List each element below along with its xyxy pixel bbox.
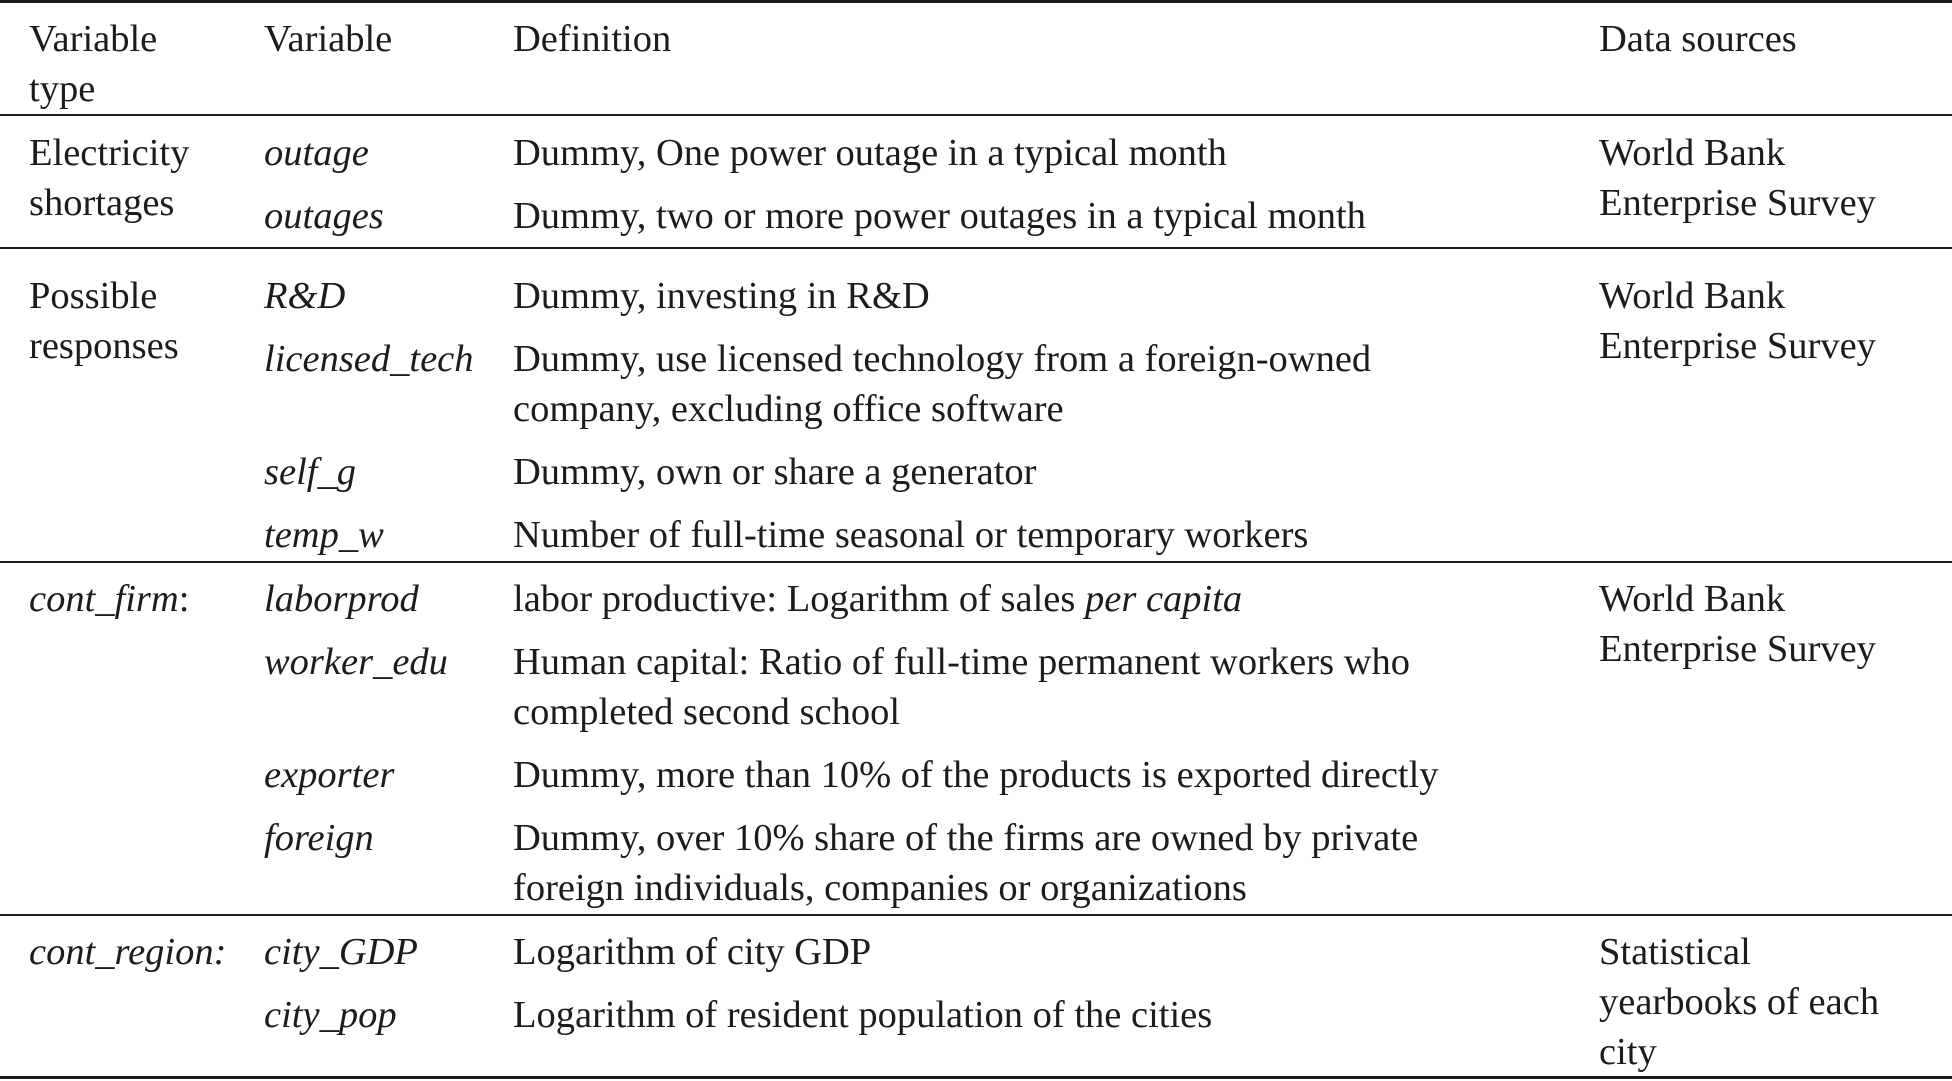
group-type-label: Electricity shortages [29,132,190,224]
variable-name: foreign [264,817,374,859]
group-data-source: World Bank Enterprise Survey [1599,132,1876,224]
variable-name: outages [264,195,384,237]
variable-name: exporter [264,754,395,796]
variable-name: self_g [264,451,356,493]
variable-name: temp_w [264,514,384,556]
variable-name: city_GDP [264,931,418,973]
group-type-label: cont_firm: [29,578,190,620]
group-rule [0,247,1952,249]
group-data-source: World Bank Enterprise Survey [1599,275,1876,367]
header-data-sources: Data sources [1599,18,1797,60]
variable-definition: Dummy, use licensed technology from a foreign-owned company, excluding office software [513,338,1372,430]
table-top-rule [0,0,1952,3]
variable-definition: Logarithm of city GDP [513,931,872,973]
header-variable-type: Variable type [29,18,158,110]
variable-name: city_pop [264,994,397,1036]
variable-definition: Dummy, investing in R&D [513,275,930,317]
variable-name: laborprod [264,578,419,620]
group-type-label: cont_region: [29,931,227,973]
group-data-source: Statistical yearbooks of each city [1599,931,1880,1073]
group-rule [0,561,1952,563]
variable-definition: Human capital: Ratio of full-time permanent workers who completed second school [513,641,1411,733]
header-rule [0,114,1952,116]
variable-name: R&D [264,275,346,317]
variable-name: outage [264,132,369,174]
variable-name: worker_edu [264,641,448,683]
variable-definition: Logarithm of resident population of the cities [513,994,1213,1036]
header-definition: Definition [513,18,672,60]
variable-definition: Dummy, over 10% share of the firms are owned by private foreign individuals, companies or organizations [513,817,1419,909]
table-bottom-rule [0,1076,1952,1079]
variable-definition: Number of full-time seasonal or temporary workers [513,514,1309,556]
variable-definition: Dummy, more than 10% of the products is exported directly [513,754,1439,796]
group-data-source: World Bank Enterprise Survey [1599,578,1876,670]
variable-definition: labor productive: Logarithm of sales per capita [513,578,1243,620]
header-variable: Variable [264,18,393,60]
variable-definition: Dummy, two or more power outages in a typical month [513,195,1366,237]
variable-definition: Dummy, One power outage in a typical month [513,132,1227,174]
variable-definition: Dummy, own or share a generator [513,451,1037,493]
group-rule [0,914,1952,916]
variable-name: licensed_tech [264,338,474,380]
group-type-label: Possible responses [29,275,179,367]
